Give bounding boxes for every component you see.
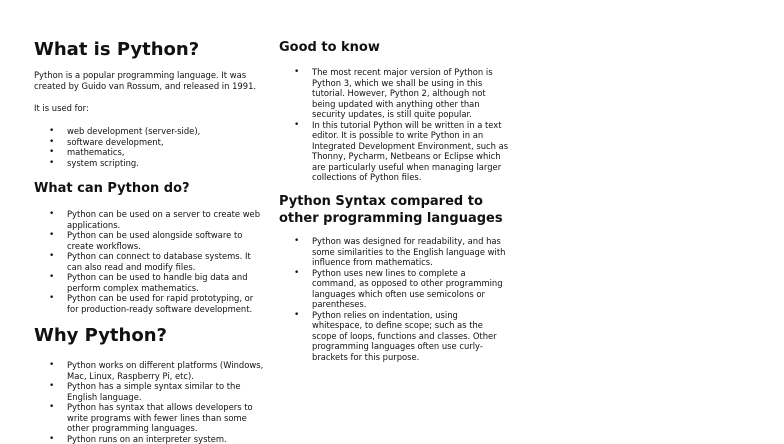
intro-paragraph: Python is a popular programming language. It was created by Guido van Rossum, and released in 1991. [34, 70, 264, 92]
heading-good-to-know: Good to know [279, 39, 380, 56]
uses-list [34, 126, 264, 168]
used-for-paragraph: It is used for: [34, 103, 89, 114]
list-item: • Python can be used alongside software to create workflows. [34, 230, 264, 251]
list-item: • In this tutorial Python will be written in a text editor. It is possible to write Python in an Integrated Development Environment, such as Thonny, Pycharm, Netbeans or Eclipse which are particularly useful when managing larger collections of Python files. [279, 120, 509, 183]
can-do-list [34, 209, 264, 314]
list-item: • mathematics, [34, 147, 264, 158]
list-item: • system scripting. [34, 158, 264, 169]
heading-what-can-python-do: What can Python do? [34, 180, 190, 197]
list-item: • Python uses new lines to complete a command, as opposed to other programming languages which often use semicolons or parentheses. [279, 268, 509, 310]
list-item: • Python works on different platforms (Windows, Mac, Linux, Raspberry Pi, etc). [34, 360, 264, 381]
why-list [34, 360, 264, 444]
list-item: • Python can connect to database systems. It can also read and modify files. [34, 251, 264, 272]
list-item: • Python has syntax that allows developers to write programs with fewer lines than some other programming languages. [34, 402, 264, 434]
list-item: • software development, [34, 137, 264, 148]
list-item: • web development (server-side), [34, 126, 264, 137]
list-item: • Python can be used to handle big data and perform complex mathematics. [34, 272, 264, 293]
list-item: • The most recent major version of Python is Python 3, which we shall be using in this tutorial. However, Python 2, although not being updated with anything other than security updates, is still quite popular. [279, 67, 509, 120]
heading-python-syntax: Python Syntax compared to other programming languages [279, 193, 519, 227]
heading-what-is-python: What is Python? [34, 39, 199, 61]
list-item: • Python relies on indentation, using whitespace, to define scope; such as the scope of loops, functions and classes. Other programming languages often use curly-brackets for this purpose. [279, 310, 509, 363]
list-item: • Python can be used on a server to create web applications. [34, 209, 264, 230]
list-item: • Python runs on an interpreter system. [34, 434, 264, 444]
list-item: • Python can be used for rapid prototyping, or for production-ready software development. [34, 293, 264, 314]
good-to-know-list [279, 67, 509, 183]
heading-why-python: Why Python? [34, 325, 167, 347]
list-item: • Python was designed for readability, and has some similarities to the English language with influence from mathematics. [279, 236, 509, 268]
list-item: • Python has a simple syntax similar to the English language. [34, 381, 264, 402]
syntax-list [279, 236, 509, 362]
